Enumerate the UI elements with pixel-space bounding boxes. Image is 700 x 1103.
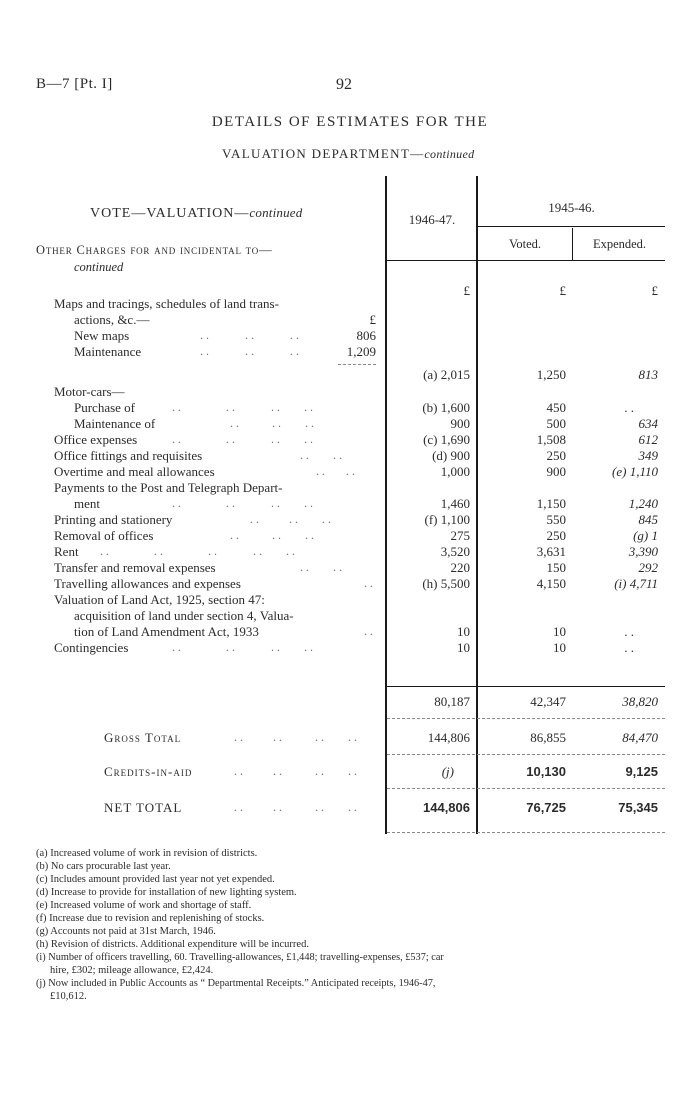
- gross-total-expended: 84,470: [622, 730, 658, 745]
- row-expended: 349: [638, 448, 658, 463]
- maps-total-1946-47: (a) 2,015: [423, 367, 470, 382]
- leader-dots: . .: [364, 576, 373, 590]
- leader-dots: . . . . . .: [200, 328, 299, 342]
- row-expended: 1,240: [628, 496, 658, 511]
- page-subtitle: [222, 146, 474, 162]
- gross-total-1946-47: 144,806: [427, 730, 470, 745]
- row-label: Rent: [54, 544, 79, 559]
- row-expended: 845: [638, 512, 658, 527]
- leader-dots: . . . . . . . .: [172, 640, 313, 654]
- leader-dots: . . . . . .: [200, 344, 299, 358]
- credits-rule: [387, 788, 665, 789]
- row-voted: 900: [546, 464, 566, 479]
- maps-label-line1: Maps and tracings, schedules of land trans-: [54, 296, 279, 311]
- credits-in-aid-voted: 10,130: [526, 764, 566, 779]
- new-maps-amount: 806: [356, 328, 376, 343]
- row-1946-47: (f) 1,100: [424, 512, 470, 527]
- row-1946-47: (h) 5,500: [422, 576, 470, 591]
- row-expended: 634: [638, 416, 658, 431]
- row-1946-47: (c) 1,690: [423, 432, 470, 447]
- row-1946-47: 220: [450, 560, 470, 575]
- row-expended: (g) 1: [633, 528, 658, 543]
- leader-dots: . . . . . . . .: [234, 764, 357, 778]
- page-reference: B—7 [Pt. I]: [36, 76, 113, 92]
- net-total-1946-47: 144,806: [423, 800, 470, 815]
- footnote-continued: £10,612.: [50, 991, 87, 1002]
- subtotal-voted: 42,347: [530, 694, 566, 709]
- row-1946-47: 1,460: [440, 496, 470, 511]
- credits-in-aid-1946-47: (j): [441, 764, 454, 779]
- section-heading-continued: continued: [74, 260, 124, 274]
- row-1946-47: (b) 1,600: [422, 400, 470, 415]
- leader-dots: . . . . . .: [250, 512, 331, 526]
- row-voted: 450: [546, 400, 566, 415]
- footnote: (b) No cars procurable last year.: [36, 861, 171, 872]
- header-rule-1945: [478, 226, 665, 227]
- leader-dots: . . . .: [316, 464, 355, 478]
- maps-label-line2: actions, &c.—: [74, 312, 150, 327]
- credits-in-aid-expended: 9,125: [625, 764, 658, 779]
- footnote: (d) Increase to provide for installation of new lighting system.: [36, 887, 297, 898]
- row-voted: 4,150: [536, 576, 566, 591]
- row-expended: . .: [624, 640, 634, 655]
- maps-sub-currency: £: [369, 312, 376, 327]
- column-rule-voted-expended: [572, 228, 573, 260]
- column-header-1946-47: 1946-47.: [408, 212, 456, 227]
- row-label-continued: tion of Land Amendment Act, 1933: [74, 624, 259, 639]
- vote-title-text: VOTE—VALUATION—: [90, 206, 250, 221]
- row-label: Transfer and removal expenses: [54, 560, 216, 575]
- footnote: (g) Accounts not paid at 31st March, 1946.: [36, 926, 216, 937]
- row-expended: 3,390: [628, 544, 658, 559]
- gross-total-voted: 86,855: [530, 730, 566, 745]
- column-header-expended: Expended.: [592, 237, 647, 251]
- row-voted: 1,150: [536, 496, 566, 511]
- leader-dots: . .: [364, 624, 373, 638]
- row-expended: 292: [638, 560, 658, 575]
- net-total-voted: 76,725: [526, 800, 566, 815]
- row-expended: (i) 4,711: [614, 576, 658, 591]
- row-voted: 250: [546, 448, 566, 463]
- subtitle-continued: continued: [424, 147, 475, 161]
- row-1946-47: 275: [450, 528, 470, 543]
- maintenance-label: Maintenance: [74, 344, 142, 359]
- row-voted: 550: [546, 512, 566, 527]
- row-label: Office fittings and requisites: [54, 448, 203, 463]
- row-label: Purchase of: [74, 400, 136, 415]
- row-expended: . .: [624, 400, 634, 415]
- subtotal-expended: 38,820: [622, 694, 658, 709]
- row-voted: 150: [546, 560, 566, 575]
- footnote: (f) Increase due to revision and replenishing of stocks.: [36, 913, 265, 924]
- row-1946-47: (d) 900: [432, 448, 470, 463]
- net-total-expended: 75,345: [618, 800, 658, 815]
- leader-dots: . . . . . . . .: [234, 730, 357, 744]
- row-expended: (e) 1,110: [612, 464, 658, 479]
- currency-voted: £: [559, 283, 566, 298]
- row-voted: 1,508: [536, 432, 566, 447]
- subtitle-text: VALUATION DEPARTMENT—: [222, 146, 425, 161]
- leader-dots: . . . . . . . . . .: [100, 544, 295, 558]
- footnote: (e) Increased volume of work and shortage of staff.: [36, 900, 252, 911]
- row-voted: 10: [553, 624, 566, 639]
- row-voted: 10: [553, 640, 566, 655]
- footnote: (j) Now included in Public Accounts as “ Departmental Receipts.” Anticipated receipts, 1946-47,: [36, 978, 436, 989]
- row-1946-47: 900: [450, 416, 470, 431]
- leader-dots: . . . . . . . .: [172, 400, 313, 414]
- gross-total-rule: [387, 754, 665, 755]
- row-label: Removal of offices: [54, 528, 154, 543]
- row-label: Valuation of Land Act, 1925, section 47:: [54, 592, 265, 607]
- net-total-rule: [387, 832, 665, 833]
- new-maps-label: New maps: [74, 328, 130, 343]
- currency-expended: £: [651, 283, 658, 298]
- section-heading: Other Charges for and incidental to—: [36, 243, 273, 257]
- leader-dots: . . . .: [300, 560, 342, 574]
- row-1946-47: 10: [457, 640, 470, 655]
- row-label: Travelling allowances and expenses: [54, 576, 241, 591]
- currency-1946-47: £: [463, 283, 470, 298]
- row-label: Overtime and meal allowances: [54, 464, 215, 479]
- maps-subtotal-rule: [338, 364, 376, 365]
- subtotal-rule-top: [387, 686, 665, 687]
- row-1946-47: 3,520: [440, 544, 470, 559]
- row-voted: 3,631: [536, 544, 566, 559]
- footnote-continued: hire, £302; mileage allowance, £2,424.: [50, 965, 214, 976]
- row-voted: 250: [546, 528, 566, 543]
- footnote: (a) Increased volume of work in revision of districts.: [36, 848, 258, 859]
- vote-title-continued: continued: [249, 205, 303, 220]
- leader-dots: . . . . . . . .: [172, 432, 313, 446]
- row-label: Payments to the Post and Telegraph Depart-: [54, 480, 283, 495]
- footnote: (c) Includes amount provided last year not yet expended.: [36, 874, 275, 885]
- page-number: 92: [336, 76, 352, 93]
- leader-dots: . . . . . . . .: [234, 800, 357, 814]
- row-label: Contingencies: [54, 640, 129, 655]
- row-label: Printing and stationery: [54, 512, 173, 527]
- column-header-1945-46: 1945-46.: [548, 200, 595, 215]
- column-rule-left: [385, 176, 387, 834]
- leader-dots: . . . .: [300, 448, 342, 462]
- leader-dots: . . . . . .: [230, 416, 314, 430]
- row-label-continued: acquisition of land under section 4, Valua-: [74, 608, 294, 623]
- leader-dots: . . . . . . . .: [172, 496, 313, 510]
- row-expended: . .: [624, 624, 634, 639]
- leader-dots: . . . . . .: [230, 528, 314, 542]
- credits-in-aid-label: Credits-in-aid: [104, 764, 193, 779]
- maintenance-amount: 1,209: [346, 344, 376, 359]
- maps-total-expended: 813: [638, 367, 658, 382]
- row-1946-47: 10: [457, 624, 470, 639]
- row-label: Maintenance of: [74, 416, 156, 431]
- motor-cars-label: Motor-cars—: [54, 384, 125, 399]
- footnote: (h) Revision of districts. Additional expenditure will be incurred.: [36, 939, 309, 950]
- maps-total-voted: 1,250: [536, 367, 566, 382]
- net-total-label: NET TOTAL: [104, 800, 183, 815]
- row-label: Office expenses: [54, 432, 138, 447]
- footnote: (i) Number of officers travelling, 60. Travelling-allowances, £1,448; travelling-expenses, £537; car: [36, 952, 444, 963]
- row-voted: 500: [546, 416, 566, 431]
- header-rule-bottom: [387, 260, 665, 261]
- gross-total-label: Gross Total: [104, 730, 182, 745]
- row-label-continued: ment: [74, 496, 100, 511]
- column-header-voted: Voted.: [508, 237, 542, 251]
- subtotal-1946-47: 80,187: [434, 694, 470, 709]
- subtotal-rule-bottom: [387, 718, 665, 719]
- row-expended: 612: [638, 432, 658, 447]
- row-1946-47: 1,000: [440, 464, 470, 479]
- page-title: DETAILS OF ESTIMATES FOR THE: [211, 114, 489, 130]
- vote-title: [90, 205, 302, 222]
